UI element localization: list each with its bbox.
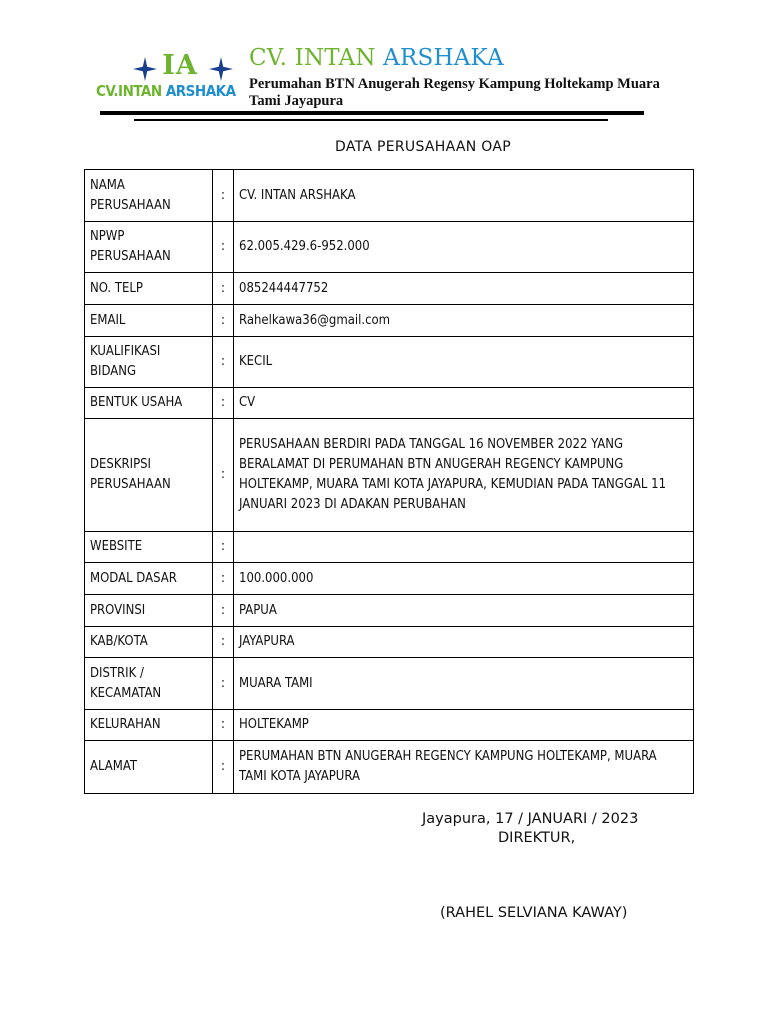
- row-label: NO. TELP: [85, 273, 213, 305]
- table-row: [85, 273, 694, 305]
- row-value: JAYAPURA: [234, 627, 694, 658]
- row-value: PERUSAHAAN BERDIRI PADA TANGGAL 16 NOVEMBER 2022 YANG BERALAMAT DI PERUMAHAN BTN ANUGERAH REGENCY KAMPUNG HOLTEKAMP, MUARA TAMI KOTA JAYAPURA, KEMUDIAN PADA TANGGAL 11 JANUARI 2023 DI ADAKAN PERUBAHAN: [234, 419, 694, 532]
- row-value: PERUMAHAN BTN ANUGERAH REGENCY KAMPUNG HOLTEKAMP, MUARA TAMI KOTA JAYAPURA: [234, 741, 694, 794]
- row-colon: :: [213, 170, 234, 222]
- row-colon: :: [213, 595, 234, 627]
- table-row: [85, 337, 694, 388]
- company-data-table: [84, 169, 694, 794]
- row-label: ALAMAT: [85, 741, 213, 794]
- signature-place-date: Jayapura, 17 / JANUARI / 2023: [422, 811, 639, 827]
- row-value: 085244447752: [234, 273, 694, 305]
- row-colon: :: [213, 337, 234, 388]
- table-row: [85, 388, 694, 419]
- row-colon: :: [213, 388, 234, 419]
- table-row: [85, 419, 694, 532]
- header-rule-thick: [100, 111, 644, 115]
- row-label: KAB/KOTA: [85, 627, 213, 658]
- table-row: [85, 305, 694, 337]
- company-title: [249, 45, 504, 71]
- row-label: KELURAHAN: [85, 710, 213, 741]
- row-colon: :: [213, 305, 234, 337]
- logo-mark: [114, 52, 214, 82]
- company-logo: [96, 52, 240, 104]
- row-label: DESKRIPSI PERUSAHAAN: [85, 419, 213, 532]
- logo-text-arshaka: ARSHAKA: [165, 82, 236, 100]
- table-row: [85, 222, 694, 273]
- right-star-icon: [208, 56, 234, 82]
- row-colon: :: [213, 627, 234, 658]
- logo-text-cv: CV.: [96, 82, 119, 100]
- row-colon: :: [213, 419, 234, 532]
- row-label: KUALIFIKASI BIDANG: [85, 337, 213, 388]
- table-row: [85, 658, 694, 710]
- row-colon: :: [213, 222, 234, 273]
- header-rule-thin: [134, 119, 608, 121]
- row-value: KECIL: [234, 337, 694, 388]
- row-value: HOLTEKAMP: [234, 710, 694, 741]
- row-colon: :: [213, 563, 234, 595]
- row-colon: :: [213, 273, 234, 305]
- row-label: BENTUK USAHA: [85, 388, 213, 419]
- logo-wordmark: [96, 82, 240, 100]
- row-value: Rahelkawa36@gmail.com: [234, 305, 694, 337]
- table-row: [85, 563, 694, 595]
- row-label: MODAL DASAR: [85, 563, 213, 595]
- row-label: WEBSITE: [85, 532, 213, 563]
- row-label: NAMA PERUSAHAAN: [85, 170, 213, 222]
- company-title-blue: ARSHAKA: [383, 45, 504, 71]
- row-value: 100.000.000: [234, 563, 694, 595]
- row-label: EMAIL: [85, 305, 213, 337]
- table-row: [85, 710, 694, 741]
- logo-text-intan: INTAN: [118, 82, 162, 100]
- row-value: [234, 532, 694, 563]
- row-label: DISTRIK / KECAMATAN: [85, 658, 213, 710]
- row-value: CV. INTAN ARSHAKA: [234, 170, 694, 222]
- table-row: [85, 741, 694, 794]
- table-row: [85, 595, 694, 627]
- row-value: PAPUA: [234, 595, 694, 627]
- row-value: MUARA TAMI: [234, 658, 694, 710]
- row-colon: :: [213, 741, 234, 794]
- signature-name: (RAHEL SELVIANA KAWAY): [440, 905, 628, 921]
- company-address: Perumahan BTN Anugerah Regensy Kampung Holtekamp Muara Tami Jayapura: [249, 76, 660, 109]
- signature-role: DIREKTUR,: [498, 830, 576, 846]
- row-colon: :: [213, 658, 234, 710]
- row-value: CV: [234, 388, 694, 419]
- row-label: PROVINSI: [85, 595, 213, 627]
- row-colon: :: [213, 532, 234, 563]
- row-value: 62.005.429.6-952.000: [234, 222, 694, 273]
- table-row: [85, 627, 694, 658]
- table-row: [85, 532, 694, 563]
- row-label: NPWP PERUSAHAAN: [85, 222, 213, 273]
- logo-initials: IA: [162, 50, 198, 81]
- row-colon: :: [213, 710, 234, 741]
- document-title: DATA PERUSAHAAN OAP: [335, 139, 511, 155]
- table-row: [85, 170, 694, 222]
- company-title-green: CV. INTAN: [249, 45, 376, 71]
